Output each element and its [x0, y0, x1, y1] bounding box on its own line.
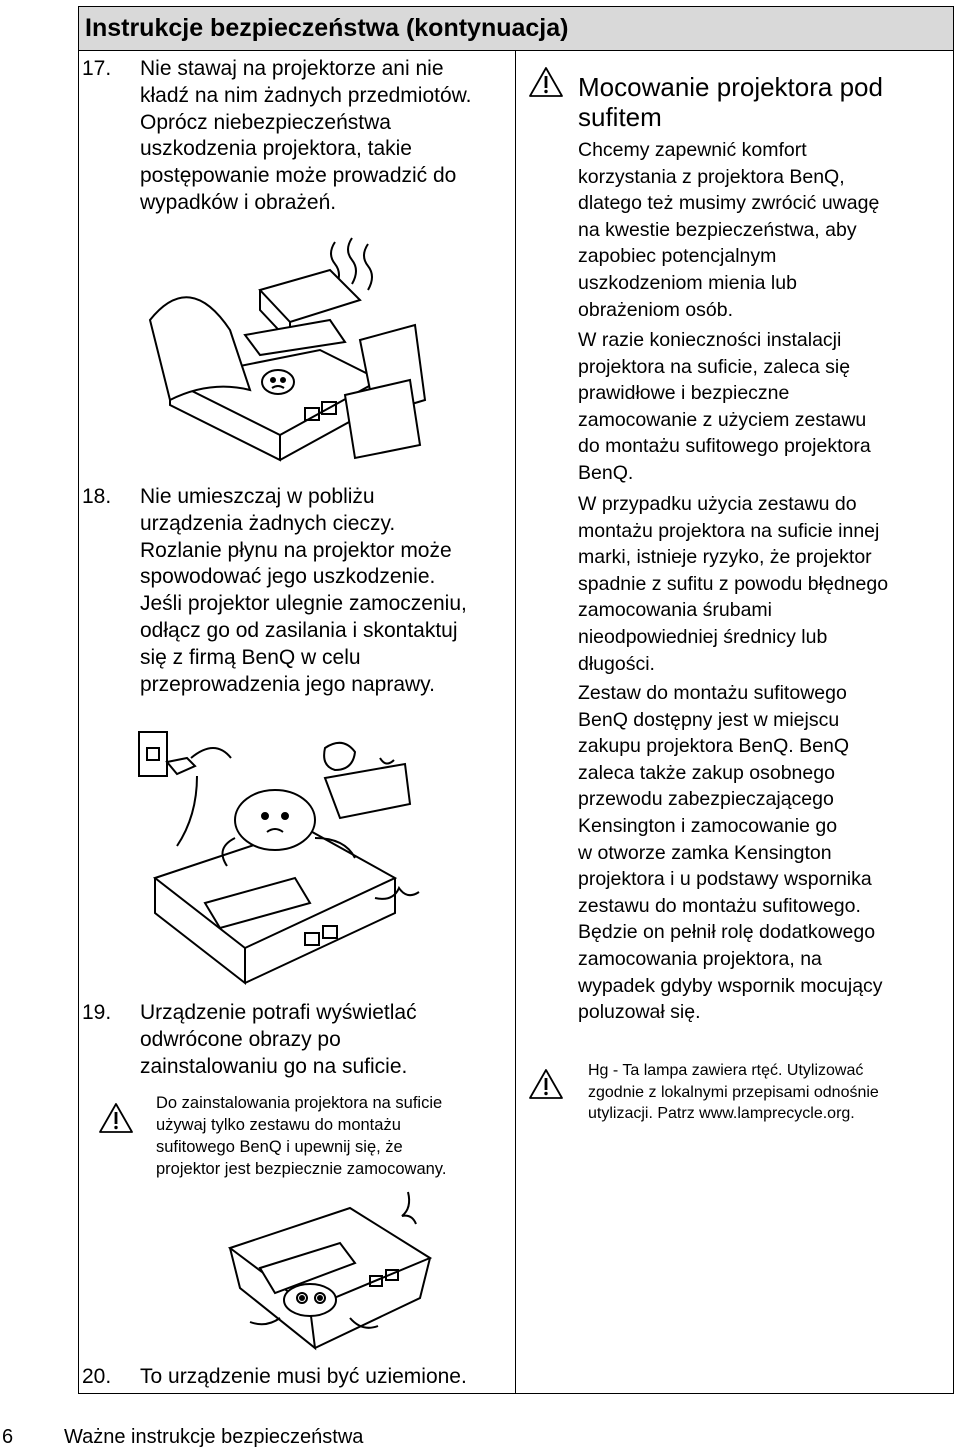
warning-icon — [528, 66, 564, 98]
text-line: Kensington i zamocowanie go — [578, 814, 838, 837]
text-line: długości. — [578, 652, 655, 675]
item-text — [140, 56, 520, 217]
heading-line: Mocowanie projektora pod — [578, 72, 883, 102]
item-number: 19. — [82, 1001, 112, 1024]
text-line: używaj tylko zestawu do montażu — [156, 1116, 401, 1134]
text-line: Oprócz niebezpieczeństwa — [140, 110, 391, 134]
text-line: zapobiec potencjalnym — [578, 245, 777, 268]
ceiling-mount-note — [156, 1092, 506, 1180]
text-line: uszkodzeniom mienia lub — [578, 271, 797, 294]
item-text — [140, 1000, 520, 1080]
text-line: projektora i u podstawy wspornika — [578, 868, 872, 891]
text-line: marki, istnieje ryzyko, że projektor — [578, 546, 872, 569]
section-header — [79, 7, 953, 51]
text-line: montażu projektora na suficie innej — [578, 519, 880, 542]
warning-icon — [98, 1102, 134, 1134]
text-line: urządzenia żadnych cieczy. — [140, 511, 396, 535]
text-line: BenQ dostępny jest w miejscu — [578, 708, 840, 731]
text-line: przewodu zabezpieczającego — [578, 788, 834, 811]
illustration-liquid-near-projector — [125, 728, 435, 988]
text-line: zestawu do montażu sufitowego. — [578, 894, 861, 917]
text-line: Nie stawaj na projektorze ani nie — [140, 57, 444, 80]
text-line: wypadków i obrażeń. — [140, 190, 337, 214]
text-line: zakupu projektora BenQ. BenQ — [578, 735, 849, 758]
item-number: 17. — [82, 57, 112, 80]
item-number: 20. — [82, 1365, 112, 1388]
mercury-lamp-note — [588, 1060, 948, 1125]
heading-line: sufitem — [578, 102, 662, 132]
text-line: projektor jest bezpiecznie zamocowany. — [156, 1160, 447, 1178]
text-line: odwrócone obrazy po — [140, 1027, 341, 1051]
text-line: spowodować jego uszkodzenie. — [140, 565, 436, 589]
text-line: prawidłowe i bezpieczne — [578, 382, 790, 405]
text-line: Będzie on pełnił rolę dodatkowego — [578, 921, 876, 944]
text-line: korzystania z projektora BenQ, — [578, 165, 845, 188]
text-line: uszkodzenia projektora, takie — [140, 137, 412, 161]
text-line: wypadek gdyby wspornik mocujący — [578, 974, 883, 997]
text-line: W razie konieczności instalacji — [578, 329, 842, 351]
text-line: W przypadku użycia zestawu do — [578, 493, 857, 515]
text-line: w otworze zamka Kensington — [578, 841, 832, 864]
ceiling-mount-heading — [578, 72, 928, 132]
text-line: dlatego też musimy zwrócić uwagę — [578, 192, 880, 215]
text-line: projektora na suficie, zaleca się — [578, 355, 851, 378]
text-line: Hg - Ta lampa zawiera rtęć. Utylizować — [588, 1062, 864, 1079]
text-line: Chcemy zapewnić komfort — [578, 139, 807, 161]
text-line: Jeśli projektor ulegnie zamoczeniu, — [140, 592, 467, 616]
text-line: zamocowania śrubami — [578, 599, 773, 622]
illustration-ceiling-mounted-projector — [220, 1188, 440, 1358]
text-line: zaleca także zakup osobnego — [578, 761, 835, 784]
text-line: nieodpowiedniej średnicy lub — [578, 625, 828, 648]
paragraph-1 — [578, 137, 953, 323]
text-line: zamocowanie z użyciem zestawu — [578, 408, 867, 431]
text-line: To urządzenie musi być uziemione. — [140, 1365, 467, 1388]
paragraph-2 — [578, 327, 953, 487]
text-line: Do zainstalowania projektora na suficie — [156, 1094, 443, 1112]
text-line: zgodnie z lokalnymi przepisami odnośnie — [588, 1083, 879, 1101]
text-line: się z firmą BenQ w celu — [140, 645, 361, 669]
item-text — [140, 1364, 520, 1391]
text-line: Urządzenie potrafi wyświetlać — [140, 1001, 417, 1024]
text-line: do montażu sufitowego projektora — [578, 435, 871, 458]
section-title: Instrukcje bezpieczeństwa (kontynuacja) — [85, 14, 569, 42]
text-line: przeprowadzenia jego naprawy. — [140, 672, 435, 696]
text-line: Zestaw do montażu sufitowego — [578, 682, 847, 704]
column-divider — [515, 51, 516, 1393]
text-line: Rozlanie płynu na projektor może — [140, 538, 452, 562]
text-line: odłącz go od zasilania i skontaktuj — [140, 618, 458, 642]
text-line: Nie umieszczaj w pobliżu — [140, 485, 375, 508]
page-number: 6 — [2, 1426, 14, 1448]
paragraph-4 — [578, 680, 953, 1026]
paragraph-3 — [578, 491, 953, 677]
warning-icon — [528, 1068, 564, 1100]
text-line: obrażeniom osób. — [578, 298, 734, 321]
text-line: utylizacji. Patrz www.lamprecycle.org. — [588, 1105, 855, 1122]
text-line: zamocowania projektora, na — [578, 947, 822, 970]
text-line: poluzował się. — [578, 1001, 701, 1024]
text-line: postępowanie może prowadzić do — [140, 164, 457, 188]
item-number: 18. — [82, 485, 112, 508]
text-line: na kwestie bezpieczeństwa, aby — [578, 218, 857, 241]
text-line: zainstalowaniu go na suficie. — [140, 1054, 408, 1078]
text-line: BenQ. — [578, 461, 634, 484]
text-line: sufitowego BenQ i upewnij się, że — [156, 1138, 403, 1156]
illustration-objects-on-projector — [130, 230, 430, 460]
text-line: spadnie z sufitu z powodu błędnego — [578, 572, 889, 595]
text-line: kładź na nim żadnych przedmiotów. — [140, 83, 472, 107]
item-text — [140, 484, 520, 698]
footer-section-title: Ważne instrukcje bezpieczeństwa — [64, 1426, 364, 1448]
